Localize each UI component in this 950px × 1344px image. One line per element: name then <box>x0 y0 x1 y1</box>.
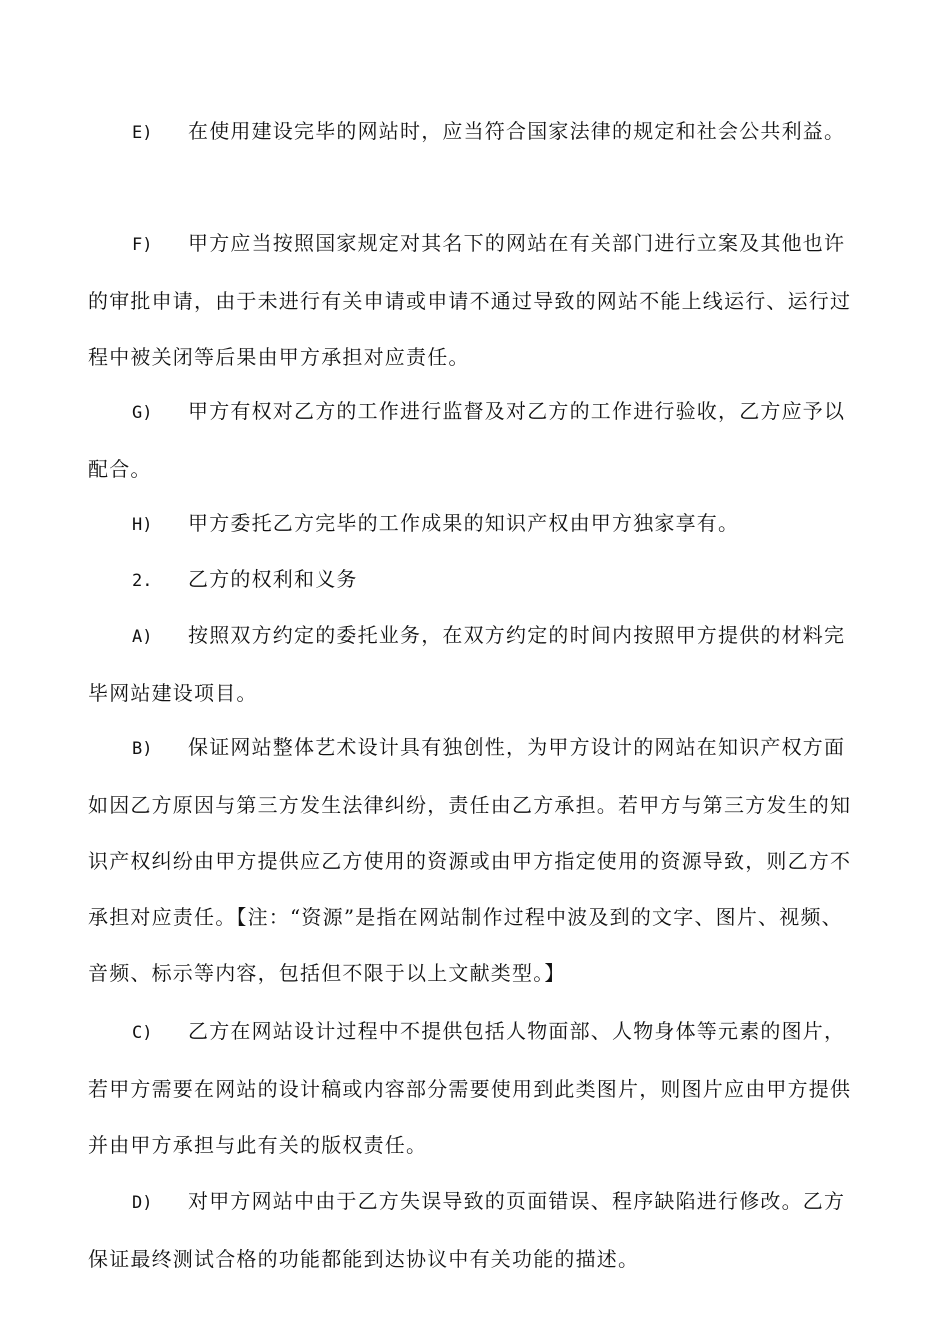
clause-marker: B) <box>132 739 153 759</box>
clause-marker: E) <box>132 123 153 143</box>
clause-text: 甲方委托乙方完毕的工作成果的知识产权由甲方独家享有。 <box>188 511 740 535</box>
clause-text: 保证网站整体艺术设计具有独创性，为甲方设计的网站在知识产权方面如因乙方原因与第三方发生法律纠纷，责任由乙方承担。若甲方与第三方发生的知识产权纠纷由甲方提供应乙方使用的资源或由甲方指定使用的资源导致，则乙方不承担对应责任。【注：“资源”是指在网站制作过程中波及到的文字、图片、视频、音频、标示等内容，包括但不限于以上文献类型。】 <box>88 735 852 985</box>
clause-text: 对甲方网站中由于乙方失误导致的页面错误、程序缺陷进行修改。乙方保证最终测试合格的功能都能到达协议中有关功能的描述。 <box>88 1189 846 1271</box>
clause-text: 在使用建设完毕的网站时，应当符合国家法律的规定和社会公共利益。 <box>188 119 846 143</box>
clause-d <box>88 1173 858 1287</box>
section-title: 乙方的权利和义务 <box>188 567 358 591</box>
clause-a <box>88 607 858 721</box>
clause-marker: A) <box>132 627 153 647</box>
clause-text: 按照双方约定的委托业务，在双方约定的时间内按照甲方提供的材料完毕网站建设项目。 <box>88 623 846 705</box>
clause-marker: F) <box>132 235 153 255</box>
clause-marker: C) <box>132 1023 153 1043</box>
section-number: 2. <box>132 571 153 591</box>
section-heading <box>88 551 858 609</box>
clause-b <box>88 719 858 1001</box>
clause-text: 乙方在网站设计过程中不提供包括人物面部、人物身体等元素的图片，若甲方需要在网站的设计稿或内容部分需要使用到此类图片，则图片应由甲方提供并由甲方承担与此有关的版权责任。 <box>88 1019 852 1157</box>
clause-c <box>88 1003 858 1173</box>
clause-marker: H) <box>132 515 153 535</box>
clause-f <box>88 215 858 385</box>
clause-e <box>88 103 858 161</box>
clause-text: 甲方应当按照国家规定对其名下的网站在有关部门进行立案及其他也许的审批申请，由于未进行有关申请或申请不通过导致的网站不能上线运行、运行过程中被关闭等后果由甲方承担对应责任。 <box>88 231 852 369</box>
clause-marker: G) <box>132 403 153 423</box>
clause-text: 甲方有权对乙方的工作进行监督及对乙方的工作进行验收，乙方应予以配合。 <box>88 399 846 481</box>
clause-marker: D) <box>132 1193 153 1213</box>
clause-h <box>88 495 858 553</box>
clause-g <box>88 383 858 497</box>
